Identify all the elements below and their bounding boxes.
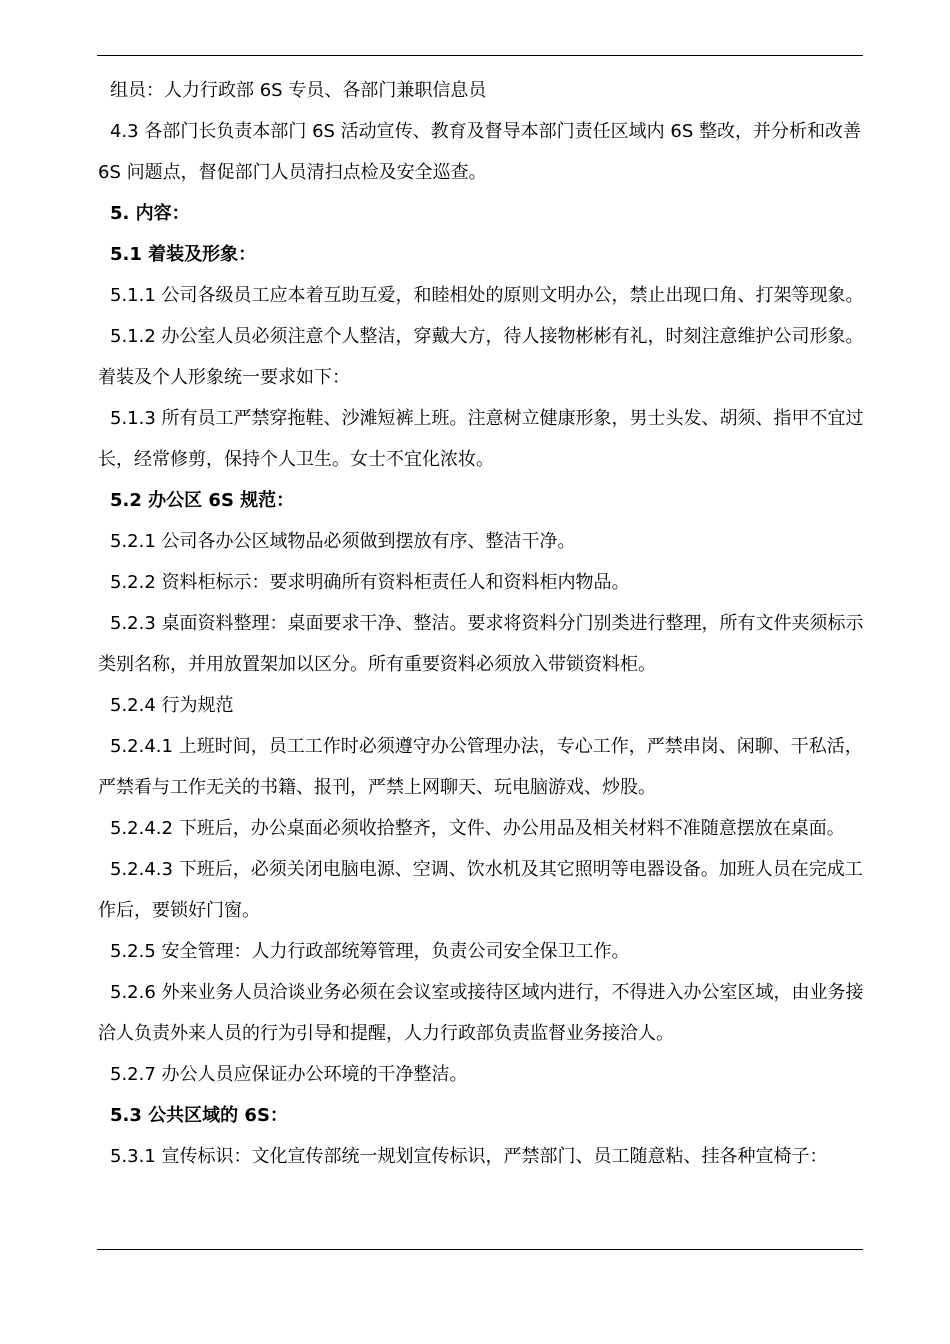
heading-5-1: 5.1 着装及形象： [110,244,257,265]
paragraph-5-2-3: 5.2.3 桌面资料整理：桌面要求干净、整洁。要求将资料分门别类进行整理，所有文件夹须标示类别名称，并用放置架加以区分。所有重要资料必须放入带锁资料柜。 [98,613,864,675]
paragraph-5-2-4-2: 5.2.4.2 下班后，办公桌面必须收拾整齐，文件、办公用品及相关材料不准随意摆放在桌面。 [110,818,845,839]
paragraph-4-3: 4.3 各部门长负责本部门 6S 活动宣传、教育及督导本部门责任区域内 6S 整改，并分析和改善 6S 问题点，督促部门人员清扫点检及安全巡查。 [98,121,861,183]
document-body [98,70,866,1177]
paragraph-5-1-1: 5.1.1 公司各级员工应本着互助互爱，和睦相处的原则文明办公，禁止出现口角、打架等现象。 [110,285,864,306]
footer-rule [97,1249,863,1250]
heading-5-3: 5.3 公共区域的 6S： [110,1105,288,1126]
paragraph-5-3-1: 5.3.1 宣传标识：文化宣传部统一规划宣传标识，严禁部门、员工随意粘、挂各种宣椅子： [110,1146,828,1167]
paragraph-5-1-3: 5.1.3 所有员工严禁穿拖鞋、沙滩短裤上班。注意树立健康形象，男士头发、胡须、指甲不宜过长，经常修剪，保持个人卫生。女士不宜化浓妆。 [98,408,864,470]
paragraph-5-2-4: 5.2.4 行为规范 [110,695,234,716]
paragraph-5-2-6: 5.2.6 外来业务人员洽谈业务必须在会议室或接待区域内进行，不得进入办公室区域，由业务接洽人负责外来人员的行为引导和提醒，人力行政部负责监督业务接洽人。 [98,982,864,1044]
paragraph-5-2-2: 5.2.2 资料柜标示：要求明确所有资料柜责任人和资料柜内物品。 [110,572,630,593]
paragraph-5-2-4-1: 5.2.4.1 上班时间，员工工作时必须遵守办公管理办法，专心工作，严禁串岗、闲聊、干私活，严禁看与工作无关的书籍、报刊，严禁上网聊天、玩电脑游戏、炒股。 [98,736,863,798]
paragraph-5-2-7: 5.2.7 办公人员应保证办公环境的干净整洁。 [110,1064,468,1085]
header-rule [97,55,863,56]
paragraph-5-2-4-3: 5.2.4.3 下班后，必须关闭电脑电源、空调、饮水机及其它照明等电器设备。加班人员在完成工作后，要锁好门窗。 [98,859,863,921]
heading-5: 5. 内容： [110,203,190,224]
paragraph-5-1-2: 5.1.2 办公室人员必须注意个人整洁，穿戴大方，待人接物彬彬有礼，时刻注意维护公司形象。着装及个人形象统一要求如下： [98,326,864,388]
paragraph-members: 组员：人力行政部 6S 专员、各部门兼职信息员 [110,80,487,101]
paragraph-5-2-5: 5.2.5 安全管理：人力行政部统筹管理，负责公司安全保卫工作。 [110,941,630,962]
heading-5-2: 5.2 办公区 6S 规范： [110,490,295,511]
paragraph-5-2-1: 5.2.1 公司各办公区域物品必须做到摆放有序、整洁干净。 [110,531,576,552]
